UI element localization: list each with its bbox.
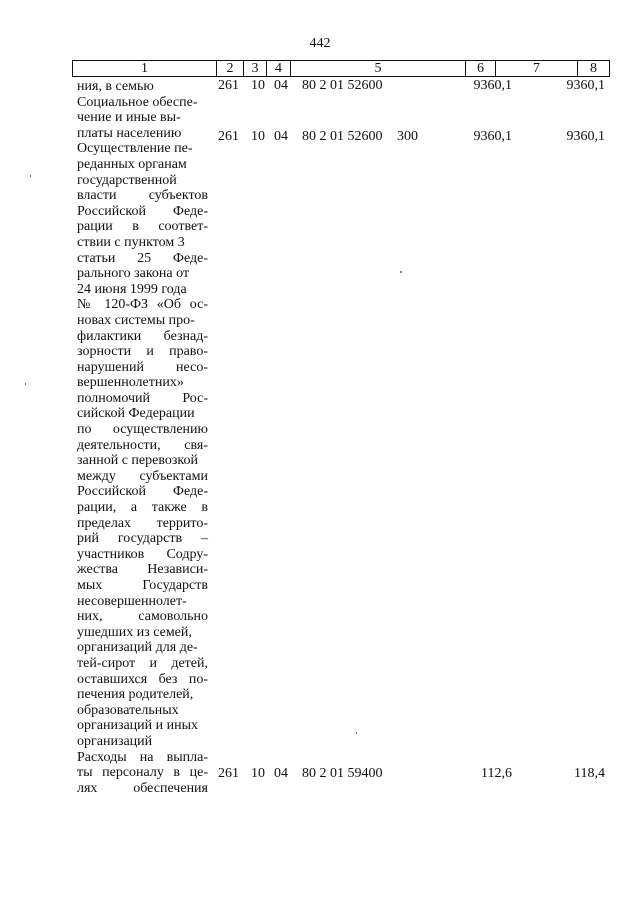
description-line: рации в соответ- bbox=[77, 219, 208, 235]
cell-col-4: 04 bbox=[274, 129, 288, 144]
scan-speck bbox=[356, 732, 357, 734]
description-line: 24 июня 1999 года bbox=[77, 281, 187, 297]
description-line: Осуществление пе- bbox=[77, 141, 193, 157]
cell-col-7: 9360,1 bbox=[473, 78, 512, 93]
description-line: платы населению bbox=[77, 125, 182, 141]
header-col-7: 7 bbox=[496, 61, 578, 76]
description-line: рального закона от bbox=[77, 266, 190, 282]
cell-col-3: 10 bbox=[251, 766, 265, 781]
description-line: реданных органам bbox=[77, 156, 187, 172]
description-line: ствии с пунктом 3 bbox=[77, 234, 185, 250]
cell-col-5: 80 2 01 59400 bbox=[302, 766, 383, 781]
description-line: статьи 25 Феде- bbox=[77, 250, 208, 266]
description-line: жества Независи- bbox=[77, 562, 208, 578]
description-line: новах системы про- bbox=[77, 312, 195, 328]
cell-col-2: 261 bbox=[218, 78, 239, 93]
description-line: сийской Федерации bbox=[77, 406, 195, 422]
cell-col-4: 04 bbox=[274, 78, 288, 93]
header-col-5: 5 bbox=[291, 61, 466, 76]
description-line: тей-сирот и детей, bbox=[77, 655, 208, 671]
description-line: Расходы на выпла- bbox=[77, 749, 208, 765]
scan-speck bbox=[25, 383, 26, 385]
table-row bbox=[0, 78, 640, 94]
cell-col-2: 261 bbox=[218, 766, 239, 781]
description-line: ния, в семью bbox=[77, 79, 154, 94]
description-line: ушедших из семей, bbox=[77, 624, 192, 640]
description-line: рий государств – bbox=[77, 531, 208, 547]
description-line: Российской Феде- bbox=[77, 203, 208, 219]
header-col-8: 8 bbox=[590, 61, 597, 76]
cell-col-7: 9360,1 bbox=[473, 129, 512, 144]
scan-speck bbox=[400, 271, 402, 273]
description-line: по осуществлению bbox=[77, 422, 208, 438]
description-line: организаций и иных bbox=[77, 718, 199, 734]
header-col-4: 4 bbox=[267, 61, 291, 76]
description-line: филактики безнад- bbox=[77, 328, 208, 344]
header-col-2: 2 bbox=[217, 61, 244, 76]
description-line: Российской Феде- bbox=[77, 484, 208, 500]
cell-col-8: 9360,1 bbox=[566, 78, 605, 93]
cell-col-3: 10 bbox=[251, 129, 265, 144]
cell-col-2: 261 bbox=[218, 129, 239, 144]
description-line: лях обеспечения bbox=[77, 780, 208, 796]
description-line: № 120-ФЗ «Об ос- bbox=[77, 297, 208, 313]
cell-col-5: 80 2 01 52600 bbox=[302, 78, 383, 93]
description-line: организаций для де- bbox=[77, 640, 198, 656]
description-line: вершеннолетних» bbox=[77, 375, 184, 391]
description-line: государственной bbox=[77, 172, 177, 188]
description-line: оставшихся без по- bbox=[77, 671, 208, 687]
description-line: несовершеннолет- bbox=[77, 593, 187, 609]
description-line: Социальное обеспе- bbox=[77, 94, 198, 110]
header-col-6: 6 bbox=[466, 61, 496, 76]
description-line: чение и иные вы- bbox=[77, 110, 181, 126]
table-header bbox=[72, 60, 610, 77]
cell-col-6: 300 bbox=[397, 129, 418, 144]
scan-speck bbox=[30, 175, 31, 177]
description-line: зорности и право- bbox=[77, 344, 208, 360]
cell-col-4: 04 bbox=[274, 766, 288, 781]
description-line: образовательных bbox=[77, 702, 179, 718]
cell-col-8: 118,4 bbox=[574, 766, 605, 781]
table-row bbox=[0, 129, 640, 145]
cell-col-3: 10 bbox=[251, 78, 265, 93]
description-line: рации, а также в bbox=[77, 500, 208, 516]
description-line: нарушений несо- bbox=[77, 359, 208, 375]
description-line: между субъектами bbox=[77, 468, 208, 484]
description-line: участников Содру- bbox=[77, 546, 208, 562]
cell-col-8: 9360,1 bbox=[566, 129, 605, 144]
description-line: организаций bbox=[77, 733, 153, 749]
description-line: власти субъектов bbox=[77, 188, 208, 204]
header-col-3: 3 bbox=[244, 61, 267, 76]
row-description-column bbox=[77, 79, 208, 796]
description-line: мых Государств bbox=[77, 578, 208, 593]
table-row bbox=[0, 766, 640, 782]
cell-col-5: 80 2 01 52600 bbox=[302, 129, 383, 144]
description-line: полномочий Рос- bbox=[77, 390, 208, 406]
cell-col-7: 112,6 bbox=[481, 766, 512, 781]
description-line: печения родителей, bbox=[77, 687, 194, 703]
header-col-1: 1 bbox=[73, 61, 217, 76]
description-line: них, самовольно bbox=[77, 609, 208, 625]
description-line: деятельности, свя- bbox=[77, 437, 208, 453]
page-number: 442 bbox=[309, 36, 331, 51]
description-line: занной с перевозкой bbox=[77, 453, 198, 469]
description-line: пределах террито- bbox=[77, 515, 208, 531]
description-line: ты персоналу в це- bbox=[77, 765, 208, 781]
